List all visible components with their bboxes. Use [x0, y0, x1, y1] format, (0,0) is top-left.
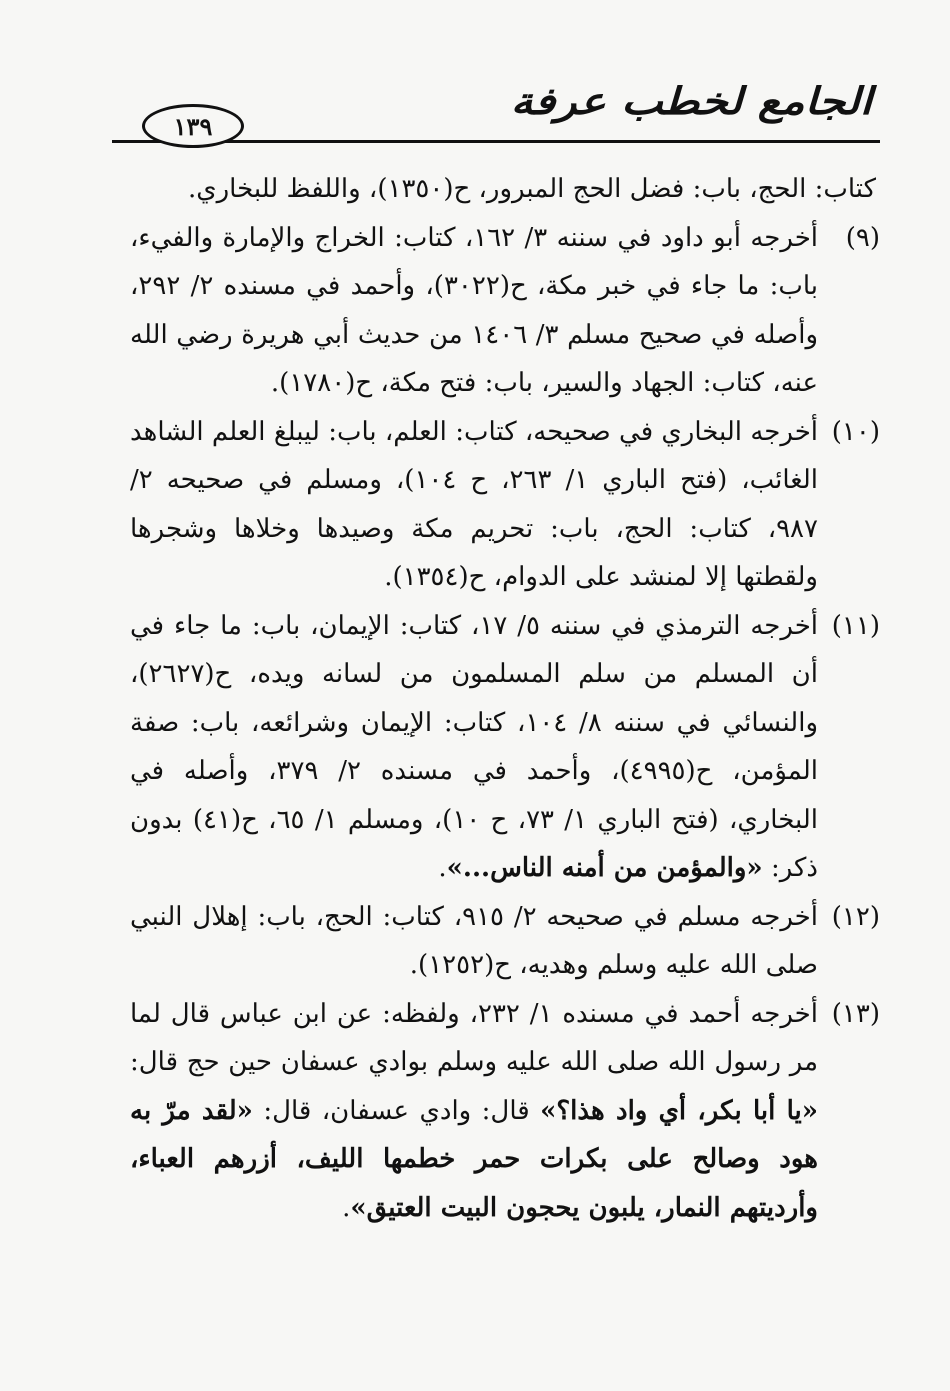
- page-header: [112, 76, 880, 156]
- footnote-end: .: [342, 1192, 351, 1223]
- footnote-number: (٩): [845, 222, 880, 253]
- footnote-number: (١٣): [831, 998, 880, 1029]
- footnote-number: (١٢): [831, 901, 880, 932]
- footnote-9: [130, 214, 880, 408]
- footnote-10: [130, 408, 880, 602]
- hadith-quote: «لقد مرّ به هود وصالح على بكرات حمر خطمها الليف، أزرهم العباء، وأرديتهم النمار، يلبون يحجون البيت العتيق»: [130, 1095, 818, 1223]
- footnote-text: [130, 990, 818, 1233]
- footnote-middle: قال: وادي عسفان، قال:: [263, 1095, 530, 1126]
- footnote-number: (١١): [831, 610, 880, 641]
- footnotes: [130, 165, 880, 1232]
- hadith-quote: «والمؤمن من أمنه الناس...»: [446, 853, 763, 883]
- footnote-12: [130, 893, 880, 990]
- footnote-text: أخرجه مسلم في صحيحه ٢/ ٩١٥، كتاب: الحج، باب: إهلال النبي صلى الله عليه وسلم وهديه، ح(١٢٥٢).: [130, 901, 818, 980]
- footnote-body: أخرجه الترمذي في سننه ٥/ ١٧، كتاب: الإيمان، باب: ما جاء في أن المسلم من سلم المسلمون من لسانه ويده، ح(٢٦٢٧)، والنسائي في سننه ٨/ ١٠٤، كتاب: الإيمان وشرائعه، باب: صفة المؤمن، ح(٤٩٩٥)، وأحمد في مسنده ٢/ ٣٧٩، وأصله في البخاري، (فتح الباري ١/ ٧٣، ح ١٠)، ومسلم ١/ ٦٥، ح(٤١) بدون ذكر:: [130, 610, 818, 883]
- footnote-number: (١٠): [831, 416, 880, 447]
- footnote-text: [130, 602, 818, 893]
- footnote-end: .: [438, 853, 447, 883]
- footnote-body: أخرجه أحمد في مسنده ١/ ٢٣٢، ولفظه: عن ابن عباس قال لما مر رسول الله صلى الله عليه وسلم بوادي عسفان حين حج قال:: [130, 998, 818, 1077]
- running-title: الجامع لخطب عرفة: [510, 79, 872, 124]
- footnote-text: أخرجه البخاري في صحيحه، كتاب: العلم، باب: ليبلغ العلم الشاهد الغائب، (فتح الباري ١/ ٢٦٣، ح ١٠٤)، ومسلم في صحيحه ٢/ ٩٨٧، كتاب: الحج، باب: تحريم مكة وصيدها وخلاها وشجرها ولقطتها إلا لمنشد على الدوام، ح(١٣٥٤).: [130, 416, 818, 592]
- footnote-13: [130, 990, 880, 1233]
- footnote-text: أخرجه أبو داود في سننه ٣/ ١٦٢، كتاب: الخراج والإمارة والفيء، باب: ما جاء في خبر مكة، ح(٣٠٢٢)، وأحمد في مسنده ٢/ ٢٩٢، وأصله في صحيح مسلم ٣/ ١٤٠٦ من حديث أبي هريرة رضي الله عنه، كتاب: الجهاد والسير، باب: فتح مكة، ح(١٧٨٠).: [130, 222, 819, 398]
- hadith-quote: «يا أبا بكر، أي واد هذا؟»: [540, 1095, 818, 1126]
- page-number: ١٣٩: [142, 104, 244, 148]
- footnote-11: [130, 602, 880, 893]
- continued-footnote: كتاب: الحج، باب: فضل الحج المبرور، ح(١٣٥٠)، واللفظ للبخاري.: [188, 174, 876, 204]
